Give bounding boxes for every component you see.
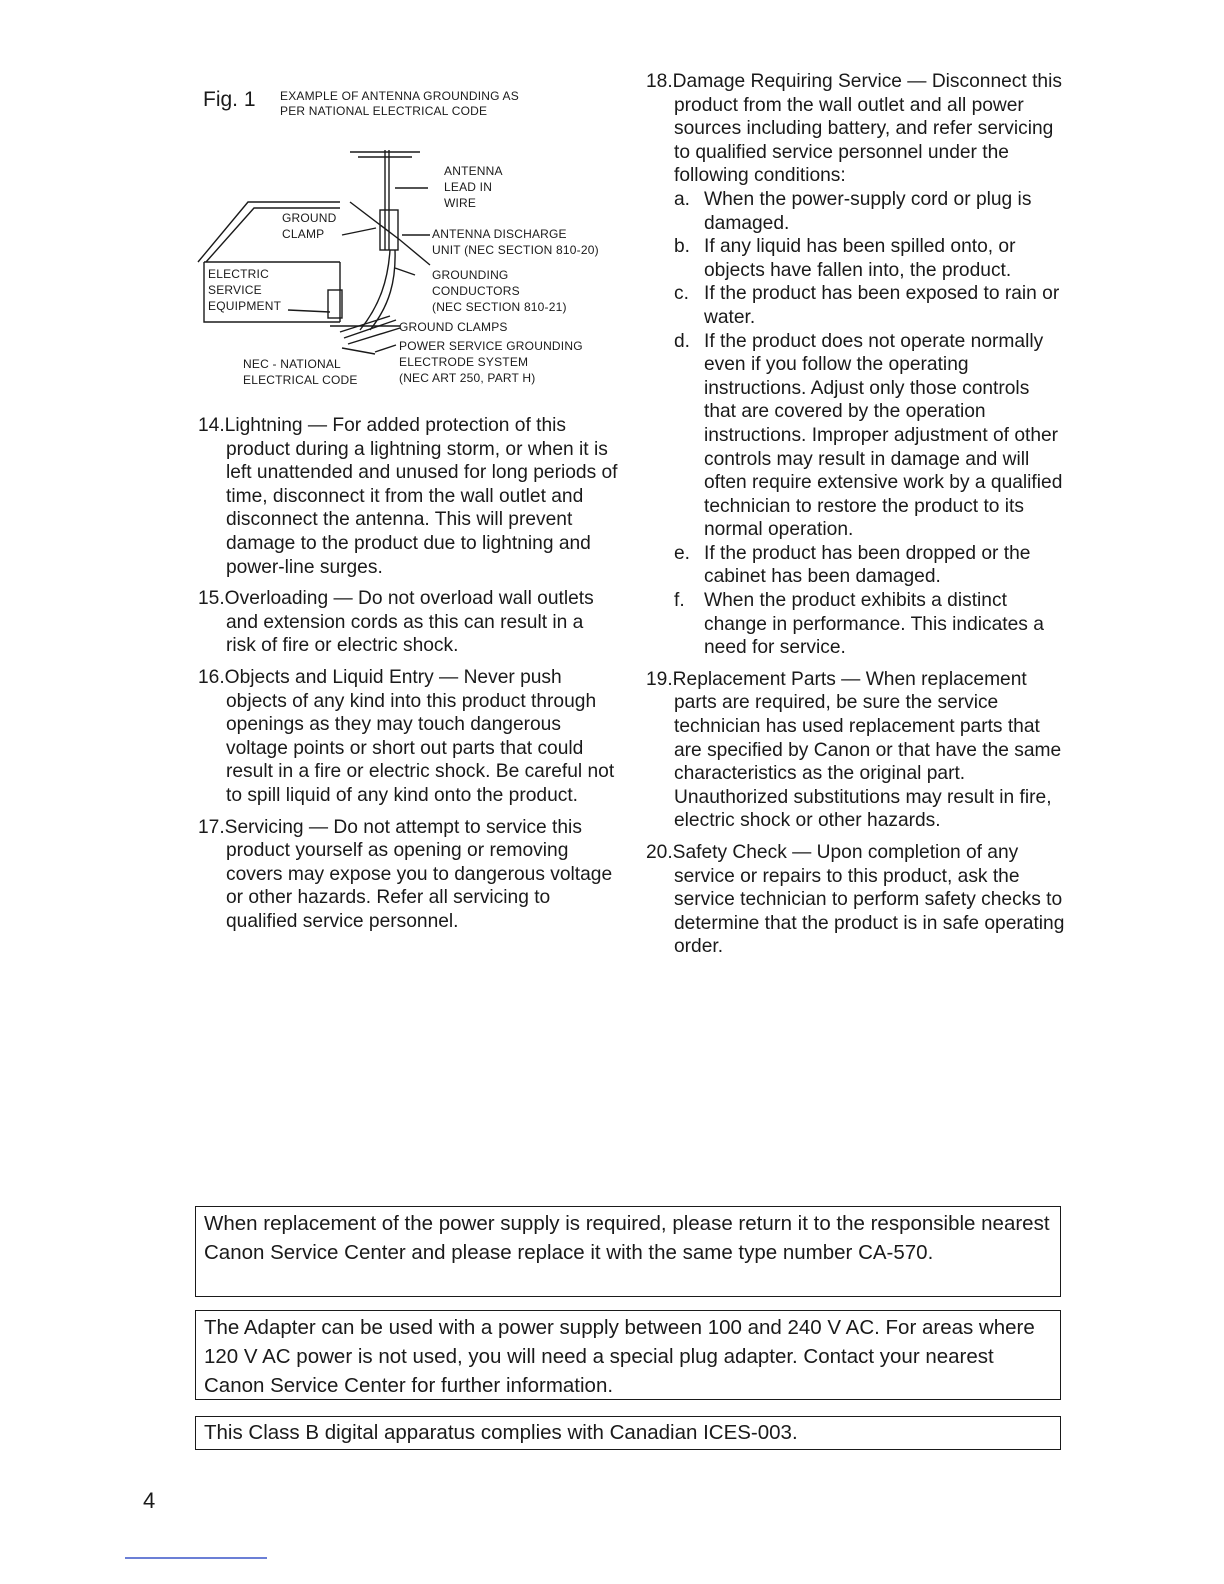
label-conductors: CONDUCTORS bbox=[432, 284, 520, 298]
item-20-safety-check: 20.Safety Check — Upon completion of any service or repairs to this product, ask the service technician to perform safety checks to determine that the product is in safe operating order. bbox=[646, 842, 1065, 958]
notice-adapter: The Adapter can be used with a power supply between 100 and 240 V AC. For areas where 120 V AC power is not used, you will need a special plug adapter. Contact your nearest Canon Service Center for further information. bbox=[195, 1310, 1061, 1400]
item-14-lightning: 14.Lightning — For added protection of this product during a lightning storm, or when it is left unattended and unused for long periods of time, disconnect it from the wall outlet and disconnect the antenna. This will prevent damage to the product due to lightning and power-line surges. bbox=[198, 415, 618, 578]
label-discharge-1: ANTENNA DISCHARGE bbox=[432, 227, 567, 241]
sub-letter: b. bbox=[674, 236, 691, 258]
sub-letter: c. bbox=[674, 283, 689, 305]
sub-text: If any liquid has been spilled onto, or objects have fallen into, the product. bbox=[704, 236, 1016, 281]
sub-text: If the product does not operate normally even if you follow the operating instructions. Adjust only those controls that are covered by the operation instructions. Improper adjustment of other controls may result in damage and will often require extensive work by a qualified technician to restore the product to its normal operation. bbox=[704, 330, 1063, 541]
item-15-overloading: 15.Overloading — Do not overload wall outlets and extension cords as this can result in a risk of fire or electric shock. bbox=[198, 588, 594, 657]
label-lead-in: LEAD IN bbox=[444, 180, 493, 194]
sub-text: If the product has been exposed to rain or water. bbox=[704, 283, 1060, 328]
sub-letter: e. bbox=[674, 542, 691, 564]
figure-label: Fig. 1 bbox=[203, 88, 256, 111]
sub-text: When the product exhibits a distinct change in performance. This indicates a need for service. bbox=[704, 590, 1044, 659]
label-antenna: ANTENNA bbox=[444, 164, 503, 178]
item-18-sub-c bbox=[646, 282, 1066, 329]
label-nec-2: ELECTRICAL CODE bbox=[243, 373, 358, 387]
item-18-sub-f bbox=[646, 589, 1066, 660]
label-ground-clamps: GROUND CLAMPS bbox=[399, 320, 508, 334]
label-electric-service bbox=[208, 266, 281, 314]
item-18-sub-d bbox=[646, 330, 1066, 542]
label-discharge-2: UNIT (NEC SECTION 810-20) bbox=[432, 243, 599, 257]
service-pointer bbox=[288, 310, 330, 312]
footer-rule bbox=[125, 1557, 267, 1559]
label-clamp: CLAMP bbox=[282, 227, 325, 241]
label-ground-clamp bbox=[282, 210, 337, 242]
label-power-service-2: ELECTRODE SYSTEM bbox=[399, 355, 529, 369]
label-wire: WIRE bbox=[444, 196, 477, 210]
sub-letter: d. bbox=[674, 330, 691, 352]
label-ground: GROUND bbox=[282, 211, 337, 225]
item-17-servicing: 17.Servicing — Do not attempt to service this product yourself as opening or removing covers may expose you to dangerous voltage or other hazards. Refer all servicing to qualified service personnel. bbox=[198, 816, 613, 932]
left-column bbox=[198, 414, 618, 941]
item-18-sub-a bbox=[646, 188, 1066, 235]
ground-clamp-pointer bbox=[342, 228, 376, 235]
label-nec-810-21: (NEC SECTION 810-21) bbox=[432, 300, 567, 314]
item-16-objects-liquid: 16.Objects and Liquid Entry — Never push objects of any kind into this product through openings as they may touch dangerous voltage points or short out parts that could result in a fire or electric shock. Be careful not to spill liquid of any kind onto the product. bbox=[198, 666, 615, 806]
item-19-replacement-parts: 19.Replacement Parts — When replacement parts are required, be sure the service technician has used replacement parts that are specified by Canon or that have the same characteristics as the original part. Unauthorized substitutions may result in fire, electric shock or other hazards. bbox=[646, 668, 1062, 832]
label-antenna-discharge bbox=[432, 226, 599, 258]
page-number: 4 bbox=[143, 1488, 156, 1513]
label-service: SERVICE bbox=[208, 283, 262, 297]
label-power-service bbox=[399, 338, 583, 386]
label-electric: ELECTRIC bbox=[208, 267, 269, 281]
sub-text: When the power-supply cord or plug is damaged. bbox=[704, 188, 1032, 234]
right-column bbox=[646, 70, 1066, 967]
figure-caption-line-1: EXAMPLE OF ANTENNA GROUNDING AS bbox=[280, 89, 519, 103]
label-power-service-1: POWER SERVICE GROUNDING bbox=[399, 339, 583, 353]
label-grounding-conductors bbox=[432, 267, 567, 315]
sub-text: If the product has been dropped or the cabinet has been damaged. bbox=[704, 542, 1031, 588]
sub-letter: a. bbox=[674, 188, 691, 210]
label-equipment: EQUIPMENT bbox=[208, 299, 282, 313]
item-18-sub-b bbox=[646, 235, 1066, 282]
item-18-sub-e bbox=[646, 542, 1066, 589]
label-nec bbox=[243, 356, 358, 388]
notice-ices: This Class B digital apparatus complies with Canadian ICES-003. bbox=[195, 1416, 1061, 1450]
nec-pointer bbox=[342, 348, 375, 354]
label-power-service-3: (NEC ART 250, PART H) bbox=[399, 371, 536, 385]
conductor-pointer bbox=[395, 268, 415, 275]
ground-hatch-3 bbox=[348, 328, 400, 344]
label-nec-1: NEC - NATIONAL bbox=[243, 357, 341, 371]
sub-letter: f. bbox=[674, 590, 685, 612]
electrode-pointer bbox=[375, 345, 396, 352]
figure-caption-line-2: PER NATIONAL ELECTRICAL CODE bbox=[280, 104, 488, 118]
item-18-damage: 18.Damage Requiring Service — Disconnect this product from the wall outlet and all power sources including battery, and refer servicing to qualified service personnel under the following conditions: bbox=[646, 71, 1062, 187]
notice-power-supply: When replacement of the power supply is required, please return it to the responsible nearest Canon Service Center and please replace it with the same type number CA-570. bbox=[195, 1206, 1061, 1297]
label-antenna-lead-in bbox=[444, 163, 503, 211]
label-grounding: GROUNDING bbox=[432, 268, 509, 282]
figure-caption bbox=[280, 89, 519, 119]
